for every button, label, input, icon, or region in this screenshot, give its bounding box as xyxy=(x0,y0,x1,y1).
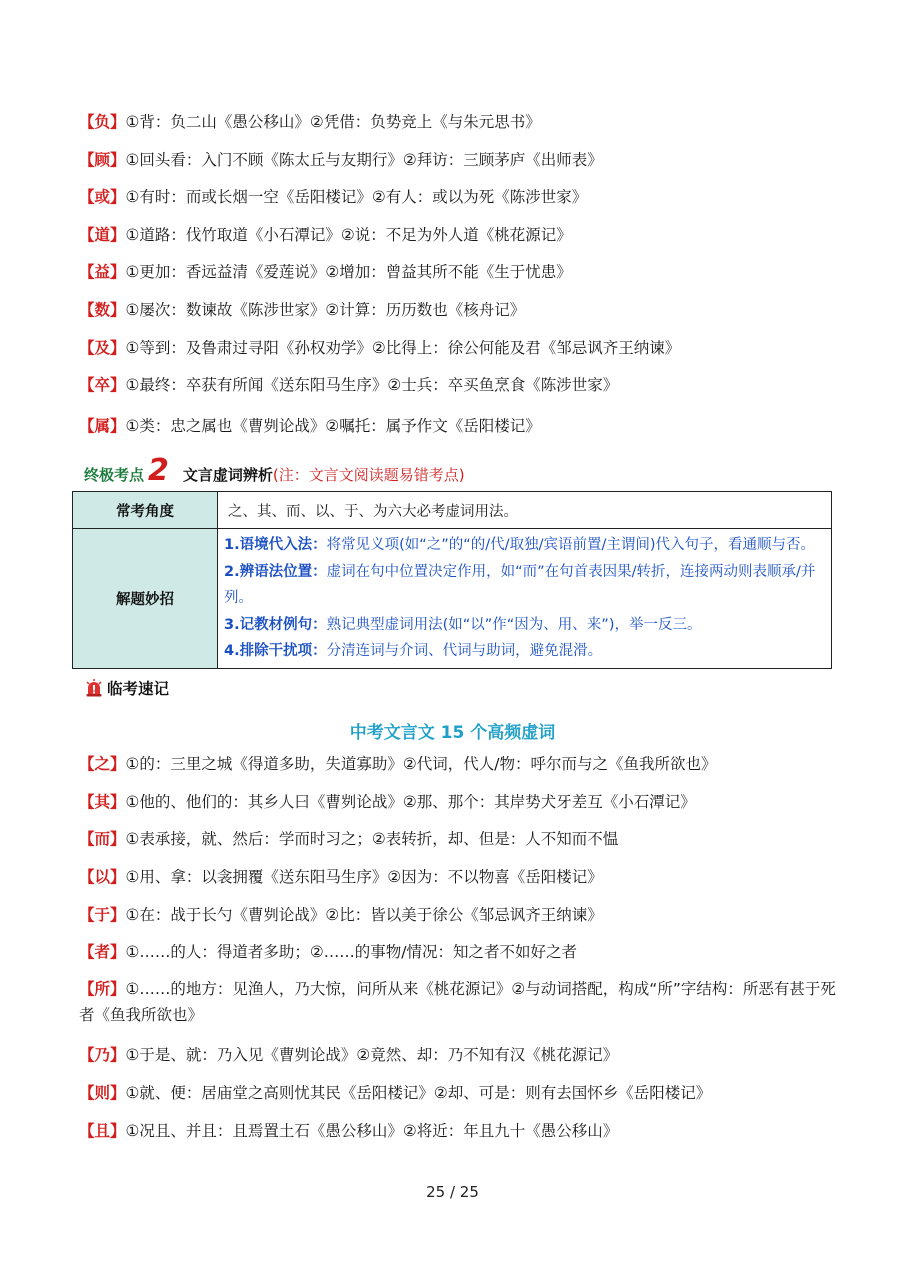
section-note: (注：文言文阅读题易错考点) xyxy=(272,466,465,484)
entry-text: ①更加：香远益清《爱莲说》②增加：曾益其所不能《生于忧患》 xyxy=(125,263,572,281)
tip-text: 将常见义项(如“之”的“的/代/取独/宾语前置/主谓间)代入句子，看通顺与否。 xyxy=(326,537,815,553)
entry-text: ①背：负二山《愚公移山》②凭借：负势竞上《与朱元思书》 xyxy=(125,113,541,131)
entry-dao xyxy=(79,224,839,246)
entry-key: 【乃】 xyxy=(79,1046,126,1064)
entry-key: 【或】 xyxy=(79,188,126,206)
section-title xyxy=(84,453,465,487)
entry-huo xyxy=(79,186,839,208)
tip-item xyxy=(224,532,823,559)
entry-key: 【其】 xyxy=(79,793,126,811)
entry-key: 【之】 xyxy=(79,755,126,773)
entry-text: ①……的地方：见渔人，乃大惊，问所从来《桃花源记》②与动词搭配，构成“所”字结构：所恶有甚于死者《鱼我所欲也》 xyxy=(79,980,836,1024)
entry-key: 【负】 xyxy=(79,113,126,131)
section-label: 终极考点 xyxy=(84,466,145,484)
tip-text: 分清连词与介词、代词与助词，避免混滑。 xyxy=(326,643,603,659)
quick-memo-label: 临考速记 xyxy=(107,680,170,698)
tip-label: 1.语境代入法： xyxy=(224,537,327,553)
alarm-icon xyxy=(84,678,104,698)
entry-key: 【顾】 xyxy=(79,151,126,169)
section-number: 2 xyxy=(148,453,169,488)
entry-key: 【卒】 xyxy=(79,376,126,394)
row-header-tips: 解题妙招 xyxy=(73,529,218,669)
entry-qie xyxy=(79,1120,839,1142)
tip-label: 2.辨语法位置： xyxy=(224,563,327,580)
entry-key: 【及】 xyxy=(79,339,126,357)
entry-shu-lei xyxy=(79,415,839,437)
entry-key: 【且】 xyxy=(79,1122,126,1140)
entry-text: ①最终：卒获有所闻《送东阳马生序》②士兵：卒买鱼烹食《陈涉世家》 xyxy=(125,376,619,394)
page-number: 25 / 25 xyxy=(426,1183,479,1201)
entry-ze xyxy=(79,1082,839,1104)
row-header-angle: 常考角度 xyxy=(73,492,218,529)
subtitle: 中考文言文 15 个高频虚词 xyxy=(349,723,556,743)
entry-text: ①有时：而或长烟一空《岳阳楼记》②有人：或以为死《陈涉世家》 xyxy=(125,188,588,206)
entry-suo xyxy=(79,976,839,1028)
tip-label: 3.记教材例句： xyxy=(224,616,327,633)
tip-text: 虚词在句中位置决定作用，如“而”在句首表因果/转折，连接两动则表顺承/并列。 xyxy=(224,563,816,606)
method-table xyxy=(72,491,832,669)
entry-text: ①于是、就：乃入见《曹刿论战》②竟然、却：乃不知有汉《桃花源记》 xyxy=(125,1046,619,1064)
row-text-angle: 之、其、而、以、于、为六大必考虚词用法。 xyxy=(218,492,832,529)
entry-text: ①屡次：数谏故《陈涉世家》②计算：历历数也《核舟记》 xyxy=(125,301,526,319)
entry-text: ①表承接，就、然后：学而时习之；②表转折，却、但是：人不知而不愠 xyxy=(125,830,619,848)
entry-qi xyxy=(79,791,839,813)
entry-key: 【者】 xyxy=(79,943,126,961)
entry-key: 【所】 xyxy=(79,980,126,998)
entry-key: 【于】 xyxy=(79,906,126,924)
entry-text: ①类：忠之属也《曹刿论战》②嘱托：属予作文《岳阳楼记》 xyxy=(125,417,541,435)
entry-text: ①在：战于长勺《曹刿论战》②比：皆以美于徐公《邹忌讽齐王纳谏》 xyxy=(125,906,603,924)
tip-item xyxy=(224,612,823,639)
entry-text: ①用、拿：以衾拥覆《送东阳马生序》②因为：不以物喜《岳阳楼记》 xyxy=(125,868,603,886)
entry-zu xyxy=(79,374,839,396)
entry-text: ①道路：伐竹取道《小石潭记》②说：不足为外人道《桃花源记》 xyxy=(125,226,572,244)
tip-item xyxy=(224,638,823,665)
entry-text: ①回头看：入门不顾《陈太丘与友期行》②拜访：三顾茅庐《出师表》 xyxy=(125,151,603,169)
tip-item xyxy=(224,559,823,612)
entry-yu xyxy=(79,904,839,926)
entry-shu xyxy=(79,299,839,321)
entry-key: 【数】 xyxy=(79,301,126,319)
entry-text: ①就、便：居庙堂之高则忧其民《岳阳楼记》②却、可是：则有去国怀乡《岳阳楼记》 xyxy=(125,1084,712,1102)
entry-yi-yong xyxy=(79,866,839,888)
entry-key: 【属】 xyxy=(79,417,126,435)
entry-zhe xyxy=(79,941,839,963)
tip-text: 熟记典型虚词用法(如“以”作“因为、用、来”)，举一反三。 xyxy=(326,616,702,633)
entry-ji xyxy=(79,337,839,359)
entry-text: ①他的、他们的：其乡人曰《曹刿论战》②那、那个：其岸势犬牙差互《小石潭记》 xyxy=(125,793,696,811)
tips-cell xyxy=(218,529,832,669)
entry-text: ①等到：及鲁肃过寻阳《孙权劝学》②比得上：徐公何能及君《邹忌讽齐王纳谏》 xyxy=(125,339,681,357)
entry-key: 【则】 xyxy=(79,1084,126,1102)
entry-zhi xyxy=(79,753,839,775)
entry-nai xyxy=(79,1044,839,1066)
entry-er xyxy=(79,828,839,850)
entry-key: 【道】 xyxy=(79,226,126,244)
section-heading: 文言虚词辨析 xyxy=(182,466,273,484)
entry-yi xyxy=(79,261,839,283)
entry-gu xyxy=(79,149,839,171)
tip-label: 4.排除干扰项： xyxy=(224,643,327,659)
quick-memo-heading xyxy=(84,677,169,699)
table-row xyxy=(73,529,832,669)
entry-text: ①的：三里之城《得道多助，失道寡助》②代词，代人/物：呼尔而与之《鱼我所欲也》 xyxy=(125,755,717,773)
entry-text: ①……的人：得道者多助；②……的事物/情况：知之者不如好之者 xyxy=(125,943,578,961)
entry-key: 【而】 xyxy=(79,830,126,848)
table-row xyxy=(73,492,832,529)
entry-key: 【以】 xyxy=(79,868,126,886)
entry-key: 【益】 xyxy=(79,263,126,281)
entry-text: ①况且、并且：且焉置土石《愚公移山》②将近：年且九十《愚公移山》 xyxy=(125,1122,619,1140)
entry-fu xyxy=(79,111,839,133)
